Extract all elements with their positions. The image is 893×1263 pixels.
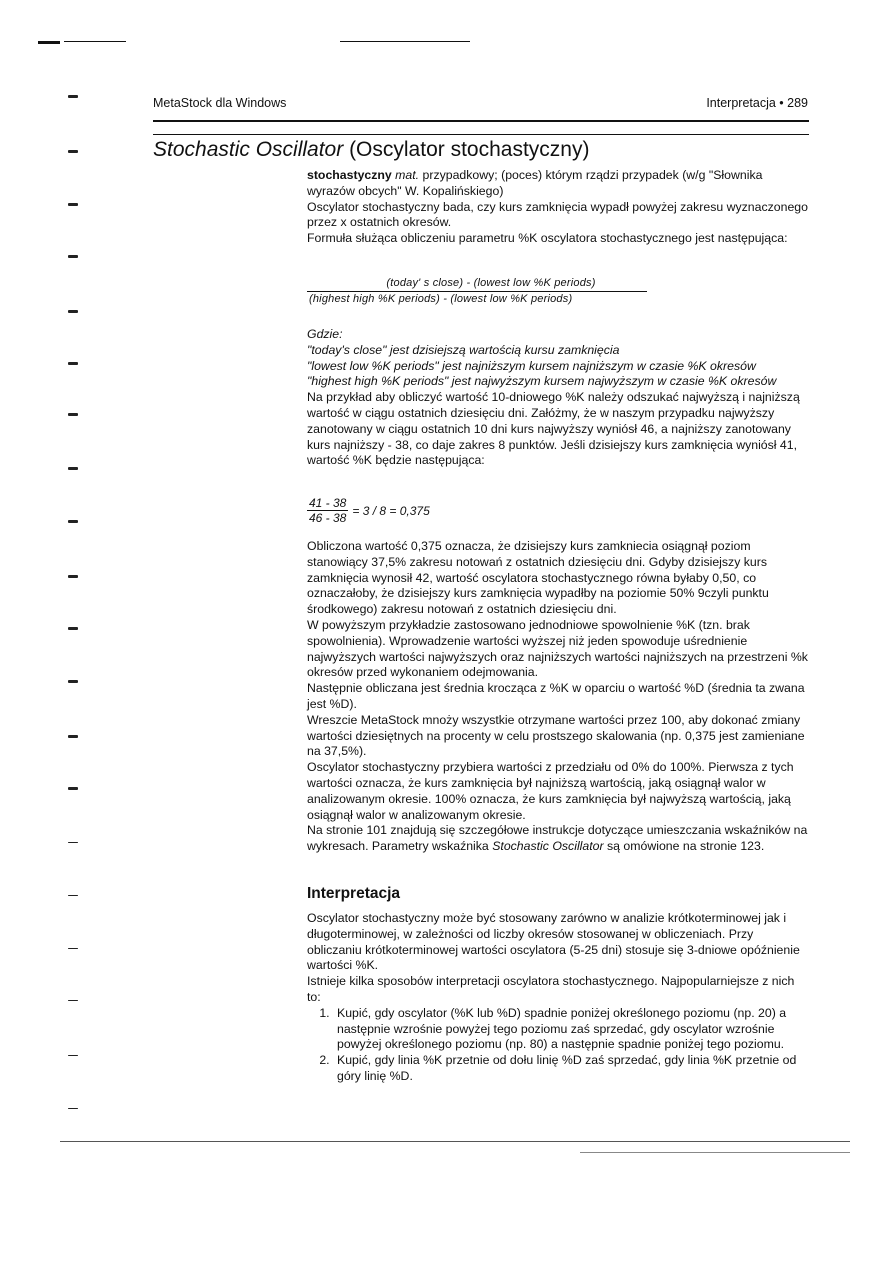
binding-hole-mark <box>68 627 78 630</box>
title-italic: Stochastic Oscillator <box>153 138 344 161</box>
binding-hole-mark <box>68 842 78 843</box>
binding-hole-mark <box>68 787 78 790</box>
ref-indicator-name: Stochastic Oscillator <box>492 839 604 854</box>
example-result: = 3 / 8 = 0,375 <box>352 503 430 518</box>
binding-hole-mark <box>68 1108 78 1109</box>
header-rule-thin <box>153 134 809 135</box>
body-paragraph: Obliczona wartość 0,375 oznacza, że dzisiejszy kurs zamkniecia osiągnął poziom stanowiący 37,5% zakresu notowań z ostatnich dziesięciu dni. Gdyby dzisiejszy kurs zamknięcia wynosił 42, wartość oscylatora stochastycznego równa byłaby 0,50, co oznaczałoby, że dzisiejszy kurs zamknięcia wypadłby na poziomie 50% 9czyli punktu środkowego) zakresu notowań z ostatnich dziesięciu dni. <box>307 539 769 617</box>
footer-rule <box>580 1152 850 1153</box>
interp-paragraph: Oscylator stochastyczny może być stosowany zarówno w analizie krótkoterminowej jak i długoterminowej, w zależności od liczby okresów stosowanej w obliczeniach. Przy obliczaniu krótkoterminowej wartości oscylatora (5-25 dni) stosuje się 3-dniowe opóźnienie wartości %K. <box>307 911 800 973</box>
binding-hole-mark <box>68 310 78 313</box>
body-paragraph: Oscylator stochastyczny przybiera wartości z przedziału od 0% do 100%. Pierwsza z tych wartości oznacza, że kurs zamknięcia był najniższą wartością, jaką osiągnął walor w analizowanym okresie. 100% oznacza, że kurs zamknięcia był najwyższą wartością, jaką osiągnął walor w analizowanym okresie. <box>307 760 794 822</box>
where-item: "today's close" jest dzisiejszą wartością kursu zamknięcia <box>307 342 620 357</box>
interp-list <box>307 1006 810 1085</box>
definition-text: przypadkowy; (poces) którym rządzi przypadek (w/g "Słownika wyrazów obcych" W. Kopalińskiego) <box>307 168 763 198</box>
binding-hole-mark <box>68 948 78 949</box>
page-title <box>153 138 589 162</box>
example-fraction <box>307 496 348 525</box>
binding-hole-mark <box>68 1055 78 1056</box>
binding-hole-mark <box>68 255 78 258</box>
formula-fraction-bar <box>307 291 647 292</box>
intro-block <box>307 168 810 247</box>
example-numerator: 41 - 38 <box>309 496 347 510</box>
example-paragraph: Na przykład aby obliczyć wartość 10-dniowego %K należy odszukać najwyższą i najniższą wartość w ciągu ostatnich dziesięciu dni. Załóżmy, że w naszym przypadku najwyższy zanotowany w ciągu ostatnich 10 dni kurs najwyższy wyniósł 46, a najniższy zanotowany kurs najniższy - 38, co daje zakres 8 punktów. Jeśli dzisiejszy kurs zamknięcia wyniósł 41, wartość %K będzie następująca: <box>307 390 800 468</box>
scan-mark-top <box>38 41 60 44</box>
formula-numerator: (today' s close) - (lowest low %K periods) <box>386 277 596 289</box>
definition <box>307 168 810 200</box>
binding-hole-mark <box>68 680 78 683</box>
binding-hole-mark <box>68 895 78 896</box>
binding-hole-mark <box>68 575 78 578</box>
formula-denominator: (highest high %K periods) - (lowest low %K periods) <box>309 293 573 305</box>
scan-mark-top <box>340 41 470 42</box>
where-block <box>307 327 810 469</box>
footer-rule <box>60 1141 850 1142</box>
body-paragraph: W powyższym przykładzie zastosowano jednodniowe spowolnienie %K (tzn. brak spowolnienia). Wprowadzenie wartości wyższej niż jeden spowoduje uśrednienie najwyższych wartości najwyższych oraz najniższych wartości najniższych na przestrzeni %k okresów przed wykonaniem odejmowania. <box>307 617 808 680</box>
binding-hole-mark <box>68 1000 78 1001</box>
binding-hole-mark <box>68 95 78 98</box>
section-heading: Interpretacja <box>307 885 401 902</box>
body-block <box>307 539 810 855</box>
intro-paragraph: Oscylator stochastyczny bada, czy kurs zamknięcia wypadł powyżej zakresu wyznaczonego przez x ostatnich okresów. <box>307 199 808 230</box>
where-item: "highest high %K periods" jest najwyższym kursem najwyższym w czasie %K okresów <box>307 374 777 389</box>
where-label: Gdzie: <box>307 327 343 341</box>
title-rest: (Oscylator stochastyczny) <box>343 138 590 161</box>
example-denominator: 46 - 38 <box>309 511 347 525</box>
where-item: "lowest low %K periods" jest najniższym kursem najniższym w czasie %K okresów <box>307 358 756 373</box>
body-paragraph: Wreszcie MetaStock mnoży wszystkie otrzymane wartości przez 100, aby dokonać zmiany wartości dziesiętnych na procenty w celu prostszego skalowania (np. 0,375 jest zamieniane na 37,5%). <box>307 712 805 759</box>
reference-paragraph <box>307 823 810 855</box>
binding-hole-mark <box>68 203 78 206</box>
binding-hole-mark <box>68 520 78 523</box>
example-calculation <box>307 496 430 525</box>
list-item: 2. Kupić, gdy linia %K przetnie od dołu linię %D zaś sprzedać, gdy linia %K przetnie od góry linię %D. <box>333 1053 810 1085</box>
list-item: 1. Kupić, gdy oscylator (%K lub %D) spadnie poniżej określonego poziomu (np. 20) a następnie wzrośnie powyżej tego poziomu zaś sprzedać, gdy oscylator wzrośnie powyżej określonego poziomu (np. 80) a następnie spadnie poniżej tego poziomu. <box>333 1006 810 1053</box>
binding-hole-mark <box>68 735 78 738</box>
running-header-left: MetaStock dla Windows <box>153 96 287 110</box>
interpretation-block <box>307 911 810 1085</box>
definition-abbr: mat. <box>391 168 420 182</box>
intro-paragraph: Formuła służąca obliczeniu parametru %K oscylatora stochastycznego jest następująca: <box>307 231 788 246</box>
binding-hole-mark <box>68 362 78 365</box>
ref-text-before: Na stronie 101 znajdują się szczegółowe instrukcje dotyczące umieszczania wskaźników na wykresach. Parametry wskaźnika <box>307 823 808 854</box>
header-rule-thick <box>153 120 809 122</box>
binding-hole-mark <box>68 150 78 153</box>
k-formula <box>307 277 647 305</box>
definition-term: stochastyczny <box>307 168 392 182</box>
scan-mark-top <box>64 41 126 42</box>
interp-paragraph: Istnieje kilka sposobów interpretacji oscylatora stochastycznego. Najpopularniejsze z nich to: <box>307 974 795 1004</box>
binding-hole-mark <box>68 467 78 470</box>
ref-text-after: są omówione na stronie 123. <box>603 839 765 854</box>
body-paragraph: Następnie obliczana jest średnia krocząca z %K w oparciu o wartość %D (średnia ta zwana jest %D). <box>307 681 805 711</box>
binding-hole-mark <box>68 413 78 416</box>
running-header-right: Interpretacja • 289 <box>706 96 808 110</box>
